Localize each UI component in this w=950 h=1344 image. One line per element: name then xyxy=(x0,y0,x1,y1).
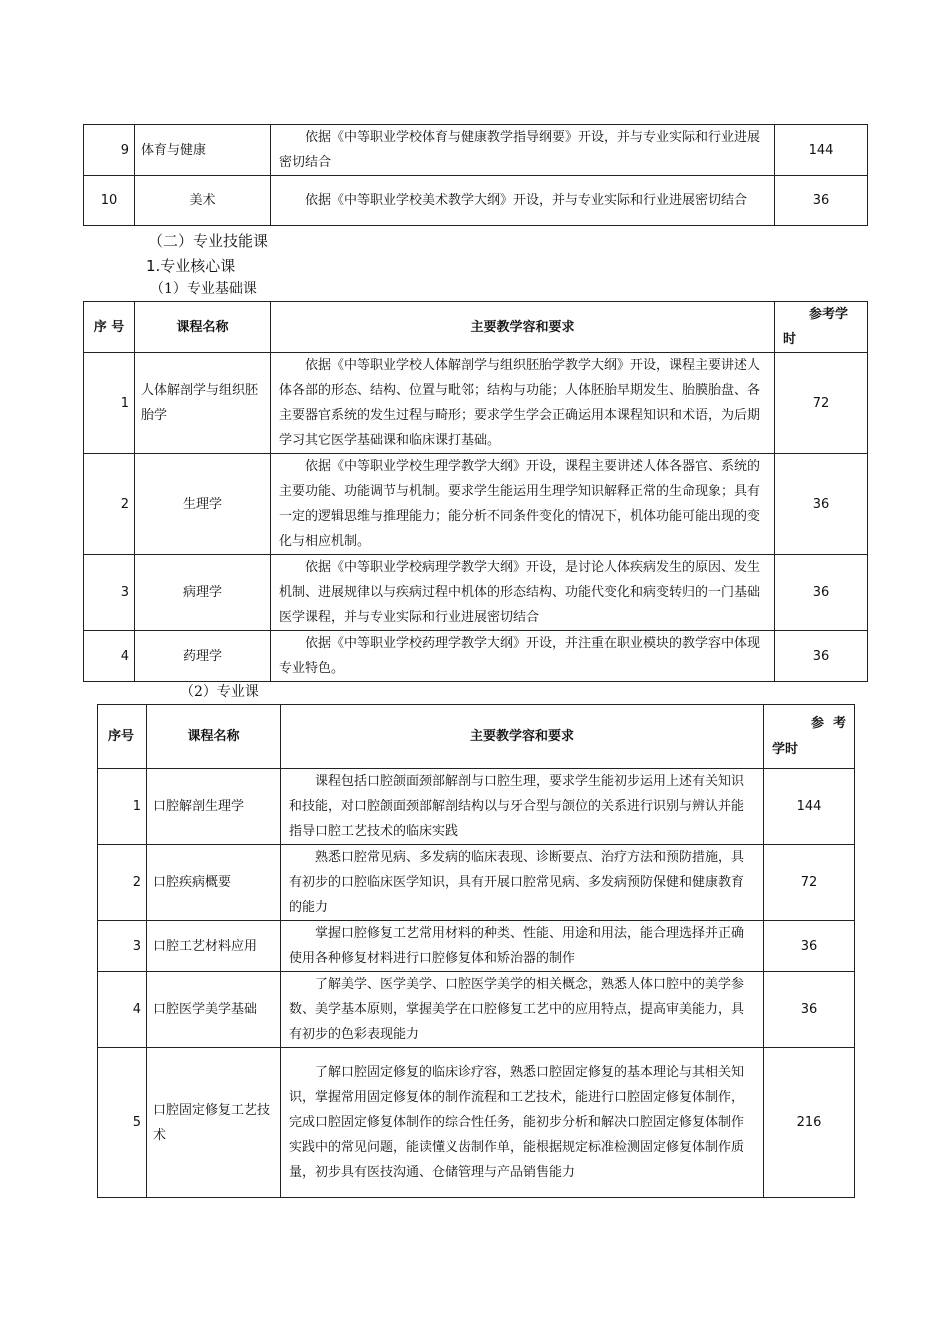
course-name: 口腔疾病概要 xyxy=(147,845,281,921)
row-number: 1 xyxy=(98,769,147,845)
header-no: 序号 xyxy=(98,705,147,769)
header-hours-line2: 学时 xyxy=(772,741,799,757)
professional-heading: （2）专业课 xyxy=(180,684,259,700)
course-hours: 36 xyxy=(775,555,868,631)
course-name: 体育与健康 xyxy=(135,125,271,176)
table-row xyxy=(84,125,868,176)
table-row xyxy=(84,631,868,682)
professional-course-table xyxy=(97,704,855,1198)
course-name: 口腔医学美学基础 xyxy=(147,972,281,1048)
table-header-row xyxy=(98,705,855,769)
row-number: 2 xyxy=(84,454,135,555)
course-hours: 72 xyxy=(764,845,855,921)
basic-course-table xyxy=(83,301,868,682)
course-name: 病理学 xyxy=(135,555,271,631)
course-description: 掌握口腔修复工艺常用材料的种类、性能、用途和用法，能合理选择并正确使用各种修复材料进行口腔修复体和矫治器的制作 xyxy=(281,921,764,972)
header-hours: 参考学时 xyxy=(775,302,868,353)
course-description: 了解口腔固定修复的临床诊疗容，熟悉口腔固定修复的基本理论与其相关知识，掌握常用固定修复体的制作流程和工艺技术，能进行口腔固定修复体制作，完成口腔固定修复体制作的综合性任务，能初步分析和解决口腔固定修复体制作实践中的常见问题，能读懂义齿制作单，能根据规定标准检测固定修复体制作质量，初步具有医技沟通、仓储管理与产品销售能力 xyxy=(281,1048,764,1198)
course-description: 依据《中等职业学校美术教学大纲》开设，并与专业实际和行业进展密切结合 xyxy=(271,176,775,226)
course-description: 依据《中等职业学校生理学教学大纲》开设，课程主要讲述人体各器官、系统的主要功能、功能调节与机制。要求学生能运用生理学知识解释正常的生命现象；具有一定的逻辑思维与推理能力；能分析不同条件变化的情况下，机体功能可能出现的变化与相应机制。 xyxy=(271,454,775,555)
course-description: 熟悉口腔常见病、多发病的临床表现、诊断要点、治疗方法和预防措施，具有初步的口腔临床医学知识，具有开展口腔常见病、多发病预防保健和健康教育的能力 xyxy=(281,845,764,921)
course-hours: 36 xyxy=(764,921,855,972)
course-name: 口腔工艺材料应用 xyxy=(147,921,281,972)
course-description: 依据《中等职业学校体育与健康教学指导纲要》开设，并与专业实际和行业进展密切结合 xyxy=(271,125,775,176)
table-header-row xyxy=(84,302,868,353)
table-row xyxy=(98,1048,855,1198)
table-row xyxy=(84,454,868,555)
course-name: 生理学 xyxy=(135,454,271,555)
course-name: 药理学 xyxy=(135,631,271,682)
top-course-table xyxy=(83,124,868,226)
course-description: 依据《中等职业学校人体解剖学与组织胚胎学教学大纲》开设，课程主要讲述人体各部的形态、结构、位置与毗邻；结构与功能；人体胚胎早期发生、胎膜胎盘、各主要器官系统的发生过程与畸形；要求学生学会正确运用本课程知识和术语，为后期学习其它医学基础课和临床课打基础。 xyxy=(271,353,775,454)
row-number: 1 xyxy=(84,353,135,454)
header-name: 课程名称 xyxy=(147,705,281,769)
header-hours-line1: 参 考 xyxy=(810,715,846,731)
course-name: 口腔解剖生理学 xyxy=(147,769,281,845)
table-row xyxy=(84,353,868,454)
course-hours: 72 xyxy=(775,353,868,454)
course-name: 美术 xyxy=(135,176,271,226)
course-hours: 36 xyxy=(775,176,868,226)
header-hours xyxy=(764,705,855,769)
table-row xyxy=(84,555,868,631)
row-number: 4 xyxy=(98,972,147,1048)
table-row xyxy=(84,176,868,226)
course-hours: 216 xyxy=(764,1048,855,1198)
section-heading: （二）专业技能课 xyxy=(148,232,269,250)
table-row xyxy=(98,921,855,972)
course-hours: 36 xyxy=(764,972,855,1048)
course-description: 依据《中等职业学校病理学教学大纲》开设，是讨论人体疾病发生的原因、发生机制、进展规律以与疾病过程中机体的形态结构、功能代变化和病变转归的一门基础医学课程，并与专业实际和行业进展密切结合 xyxy=(271,555,775,631)
row-number: 10 xyxy=(84,176,135,226)
course-name: 人体解剖学与组织胚胎学 xyxy=(135,353,271,454)
course-name: 口腔固定修复工艺技术 xyxy=(147,1048,281,1198)
core-heading: 1.专业核心课 xyxy=(146,257,236,275)
course-hours: 144 xyxy=(764,769,855,845)
course-description: 课程包括口腔颌面颈部解剖与口腔生理，要求学生能初步运用上述有关知识和技能，对口腔颌面颈部解剖结构以与牙合型与颌位的关系进行识别与辨认并能指导口腔工艺技术的临床实践 xyxy=(281,769,764,845)
table-row xyxy=(98,845,855,921)
course-description: 依据《中等职业学校药理学教学大纲》开设，并注重在职业模块的教学容中体现专业特色。 xyxy=(271,631,775,682)
row-number: 4 xyxy=(84,631,135,682)
table-row xyxy=(98,769,855,845)
header-no: 序 号 xyxy=(84,302,135,353)
header-desc: 主要教学容和要求 xyxy=(281,705,764,769)
table-row xyxy=(98,972,855,1048)
course-hours: 144 xyxy=(775,125,868,176)
row-number: 2 xyxy=(98,845,147,921)
basic-heading: （1）专业基础课 xyxy=(150,281,257,297)
row-number: 9 xyxy=(84,125,135,176)
row-number: 3 xyxy=(98,921,147,972)
course-hours: 36 xyxy=(775,454,868,555)
header-name: 课程名称 xyxy=(135,302,271,353)
course-hours: 36 xyxy=(775,631,868,682)
course-description: 了解美学、医学美学、口腔医学美学的相关概念，熟悉人体口腔中的美学参数、美学基本原则，掌握美学在口腔修复工艺中的应用特点，提高审美能力，具有初步的色彩表现能力 xyxy=(281,972,764,1048)
header-desc: 主要教学容和要求 xyxy=(271,302,775,353)
row-number: 3 xyxy=(84,555,135,631)
row-number: 5 xyxy=(98,1048,147,1198)
